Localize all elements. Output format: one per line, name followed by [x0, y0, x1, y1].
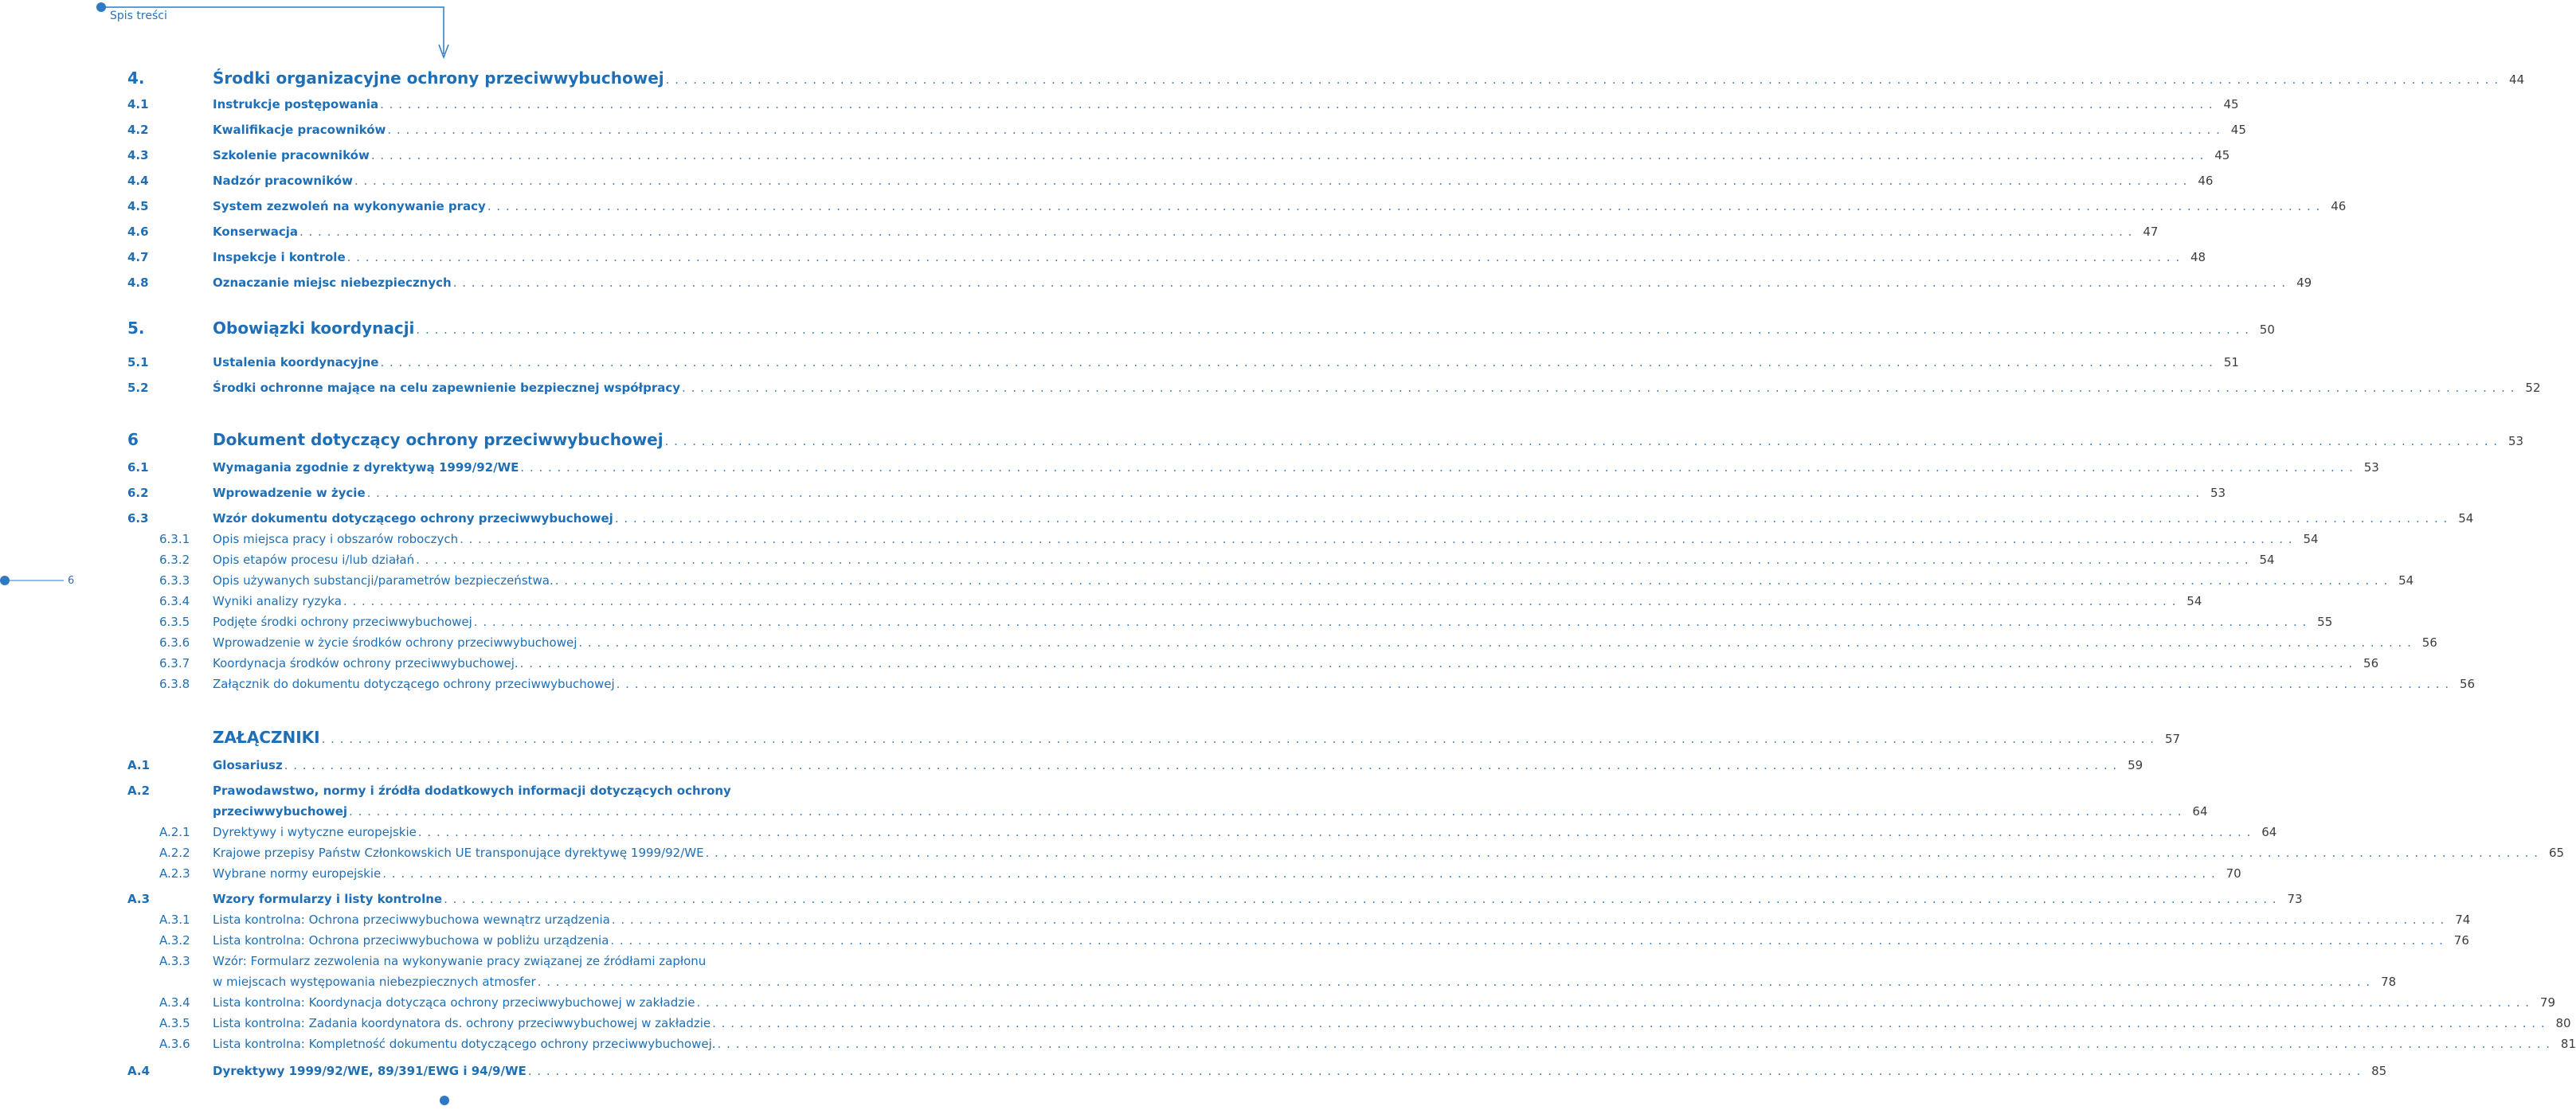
dot-leader: . . . . . . . . . . . . . . . . . . . . . . . . . . . . . . . . . . . . . . . . . . . . . . . . . . . . . . . . . . . . . . . . . . . . . . . . . . . . . . . . . . . . . . . . . . . . . . . . . . . . . . . . . . . . . . . . . . . . . . . . . . . . . . . . . . . . . . . . . . . . . . . . . . . . . . . . . . . . . . . . . . . . . . . . . . . . . . . . . . . . . . . . . . . . . . . . . . . . . . . . [452, 276, 2287, 290]
toc-entry-title: Instrukcje postępowania [213, 97, 379, 111]
toc-entry[interactable] [127, 223, 2159, 240]
dot-leader: . . . . . . . . . . . . . . . . . . . . . . . . . . . . . . . . . . . . . . . . . . . . . . . . . . . . . . . . . . . . . . . . . . . . . . . . . . . . . . . . . . . . . . . . . . . . . . . . . . . . . . . . . . . . . . . . . . . . . . . . . . . . . . . . . . . . . . . . . . . . . . . . . . . . . . . . . . . . . . . . . . . . . . . . . . . . . . . . . . . . . . . . . . . . . . . . . . . . . . . . [380, 97, 2214, 111]
toc-entry-title: Krajowe przepisy Państw Członkowskich UE transponujące dyrektywę 1999/92/WE [213, 846, 704, 860]
toc-entry[interactable] [127, 459, 2379, 476]
toc-entry-title: System zezwoleń na wykonywanie pracy [213, 199, 486, 213]
toc-entry-number: A.3.5 [159, 1016, 190, 1030]
toc-entry-page: 45 [2223, 97, 2239, 111]
toc-entry-number: 4.5 [127, 199, 149, 213]
dot-leader: . . . . . . . . . . . . . . . . . . . . . . . . . . . . . . . . . . . . . . . . . . . . . . . . . . . . . . . . . . . . . . . . . . . . . . . . . . . . . . . . . . . . . . . . . . . . . . . . . . . . . . . . . . . . . . . . . . . . . . . . . . . . . . . . . . . . . . . . . . . . . . . . . . . . . . . . . . . . . . . . . . . . . . . . . . . . . . . . . . . . . . . . . . . . . . . . . . . . . . . . [444, 892, 2277, 906]
toc-entry-number: A.2 [127, 784, 151, 798]
dot-leader: . . . . . . . . . . . . . . . . . . . . . . . . . . . . . . . . . . . . . . . . . . . . . . . . . . . . . . . . . . . . . . . . . . . . . . . . . . . . . . . . . . . . . . . . . . . . . . . . . . . . . . . . . . . . . . . . . . . . . . . . . . . . . . . . . . . . . . . . . . . . . . . . . . . . . . . . . . . . . . . . . . . . . . . . . . . . . . . . . . . . . . . . . . . . . . . . . . . . . . . . [487, 199, 2321, 213]
toc-entry-title: Wzory formularzy i listy kontrolne [213, 892, 443, 906]
toc-entry-title: Środki ochronne mające na celu zapewnienie bezpiecznej współpracy [213, 381, 681, 395]
toc-entry-page: 45 [2230, 123, 2246, 137]
toc-entry-number: 6.1 [127, 460, 149, 475]
dot-leader: . . . . . . . . . . . . . . . . . . . . . . . . . . . . . . . . . . . . . . . . . . . . . . . . . . . . . . . . . . . . . . . . . . . . . . . . . . . . . . . . . . . . . . . . . . . . . . . . . . . . . . . . . . . . . . . . . . . . . . . . . . . . . . . . . . . . . . . . . . . . . . . . . . . . . . . . . . . . . . . . . . . . . . . . . . . . . . . . . . . . . . . . . . . . . . . . . . . . . . . . [284, 758, 2118, 772]
toc-entry[interactable] [127, 530, 2319, 548]
toc-entry[interactable] [127, 147, 2230, 164]
dot-leader: . . . . . . . . . . . . . . . . . . . . . . . . . . . . . . . . . . . . . . . . . . . . . . . . . . . . . . . . . . . . . . . . . . . . . . . . . . . . . . . . . . . . . . . . . . . . . . . . . . . . . . . . . . . . . . . . . . . . . . . . . . . . . . . . . . . . . . . . . . . . . . . . . . . . . . . . . . . . . . . . . . . . . . . . . . . . . . . . . . . . . . . . . . . . . . . . . . . . . . . . [664, 434, 2499, 448]
toc-entry[interactable] [127, 675, 2476, 693]
toc-entry-page: 47 [2143, 225, 2159, 239]
toc-entry-title: Załącznik do dokumentu dotyczącego ochrony przeciwwybuchowej [213, 677, 615, 691]
toc-entry[interactable] [127, 67, 2525, 89]
toc-entry-page: 44 [2509, 72, 2525, 87]
dot-leader: . . . . . . . . . . . . . . . . . . . . . . . . . . . . . . . . . . . . . . . . . . . . . . . . . . . . . . . . . . . . . . . . . . . . . . . . . . . . . . . . . . . . . . . . . . . . . . . . . . . . . . . . . . . . . . . . . . . . . . . . . . . . . . . . . . . . . . . . . . . . . . . . . . . . . . . . . . . . . . . . . . . . . . . . . . . . . . . . . . . . . . . . . . . . . . . . . . . . . . . . [349, 804, 2183, 819]
dot-leader: . . . . . . . . . . . . . . . . . . . . . . . . . . . . . . . . . . . . . . . . . . . . . . . . . . . . . . . . . . . . . . . . . . . . . . . . . . . . . . . . . . . . . . . . . . . . . . . . . . . . . . . . . . . . . . . . . . . . . . . . . . . . . . . . . . . . . . . . . . . . . . . . . . . . . . . . . . . . . . . . . . . . . . . . . . . . . . . . . . . . . . . . . . . . . . . . . . . . . . . . [382, 866, 2216, 881]
toc-entry-page: 54 [2186, 594, 2202, 608]
toc-entry-number: 6.3.2 [159, 553, 190, 567]
toc-entry-number: A.3.6 [159, 1037, 190, 1051]
toc-entry-page: 52 [2525, 381, 2541, 395]
toc-entry[interactable] [127, 756, 2143, 774]
dot-leader: . . . . . . . . . . . . . . . . . . . . . . . . . . . . . . . . . . . . . . . . . . . . . . . . . . . . . . . . . . . . . . . . . . . . . . . . . . . . . . . . . . . . . . . . . . . . . . . . . . . . . . . . . . . . . . . . . . . . . . . . . . . . . . . . . . . . . . . . . . . . . . . . . . . . . . . . . . . . . . . . . . . . . . . . . . . . . . . . . . . . . . . . . . . . . . . . . . . . . . . . [537, 975, 2371, 989]
dot-leader: . . . . . . . . . . . . . . . . . . . . . . . . . . . . . . . . . . . . . . . . . . . . . . . . . . . . . . . . . . . . . . . . . . . . . . . . . . . . . . . . . . . . . . . . . . . . . . . . . . . . . . . . . . . . . . . . . . . . . . . . . . . . . . . . . . . . . . . . . . . . . . . . . . . . . . . . . . . . . . . . . . . . . . . . . . . . . . . . . . . . . . . . . . . . . . . . . . . . . . . . [611, 913, 2445, 927]
toc-entry-page: 56 [2460, 677, 2476, 691]
toc-entry-title: Dokument dotyczący ochrony przeciwwybuchowej [213, 430, 664, 449]
toc-entry-title: Wprowadzenie w życie [213, 486, 366, 500]
header-label: Spis treści [110, 10, 167, 22]
toc-entry-page: 49 [2296, 276, 2312, 290]
toc-entry-number: 6.3.6 [159, 635, 190, 650]
dot-leader: . . . . . . . . . . . . . . . . . . . . . . . . . . . . . . . . . . . . . . . . . . . . . . . . . . . . . . . . . . . . . . . . . . . . . . . . . . . . . . . . . . . . . . . . . . . . . . . . . . . . . . . . . . . . . . . . . . . . . . . . . . . . . . . . . . . . . . . . . . . . . . . . . . . . . . . . . . . . . . . . . . . . . . . . . . . . . . . . . . . . . . . . . . . . . . . . . . . . . . . . [387, 123, 2221, 137]
toc-entry-page: 54 [2398, 573, 2414, 588]
toc-entry[interactable] [127, 172, 2214, 190]
dot-leader: . . . . . . . . . . . . . . . . . . . . . . . . . . . . . . . . . . . . . . . . . . . . . . . . . . . . . . . . . . . . . . . . . . . . . . . . . . . . . . . . . . . . . . . . . . . . . . . . . . . . . . . . . . . . . . . . . . . . . . . . . . . . . . . . . . . . . . . . . . . . . . . . . . . . . . . . . . . . . . . . . . . . . . . . . . . . . . . . . . . . . . . . . . . . . . . . . . . . . . . . [299, 225, 2133, 239]
dot-leader: . . . . . . . . . . . . . . . . . . . . . . . . . . . . . . . . . . . . . . . . . . . . . . . . . . . . . . . . . . . . . . . . . . . . . . . . . . . . . . . . . . . . . . . . . . . . . . . . . . . . . . . . . . . . . . . . . . . . . . . . . . . . . . . . . . . . . . . . . . . . . . . . . . . . . . . . . . . . . . . . . . . . . . . . . . . . . . . . . . . . . . . . . . . . . . . . . . . . . . . . [370, 148, 2205, 162]
toc-entry-title: Wymagania zgodnie z dyrektywą 1999/92/WE [213, 460, 519, 475]
toc-entry[interactable] [127, 823, 2277, 841]
toc-entry-title: Opis etapów procesu i/lub działań [213, 553, 415, 567]
dot-leader: . . . . . . . . . . . . . . . . . . . . . . . . . . . . . . . . . . . . . . . . . . . . . . . . . . . . . . . . . . . . . . . . . . . . . . . . . . . . . . . . . . . . . . . . . . . . . . . . . . . . . . . . . . . . . . . . . . . . . . . . . . . . . . . . . . . . . . . . . . . . . . . . . . . . . . . . . . . . . . . . . . . . . . . . . . . . . . . . . . . . . . . . . . . . . . . . . . . . . . . . [460, 532, 2293, 546]
dot-leader: . . . . . . . . . . . . . . . . . . . . . . . . . . . . . . . . . . . . . . . . . . . . . . . . . . . . . . . . . . . . . . . . . . . . . . . . . . . . . . . . . . . . . . . . . . . . . . . . . . . . . . . . . . . . . . . . . . . . . . . . . . . . . . . . . . . . . . . . . . . . . . . . . . . . . . . . . . . . . . . . . . . . . . . . . . . . . . . . . . . . . . . . . . . . . . . . . . . . . . . . [416, 322, 2249, 337]
toc-entry[interactable] [127, 844, 2565, 862]
toc-entry[interactable] [127, 803, 2208, 820]
dot-leader: . . . . . . . . . . . . . . . . . . . . . . . . . . . . . . . . . . . . . . . . . . . . . . . . . . . . . . . . . . . . . . . . . . . . . . . . . . . . . . . . . . . . . . . . . . . . . . . . . . . . . . . . . . . . . . . . . . . . . . . . . . . . . . . . . . . . . . . . . . . . . . . . . . . . . . . . . . . . . . . . . . . . . . . . . . . . . . . . . . . . . . . . . . . . . . . . . . . . . . . . [696, 995, 2531, 1010]
toc-entry-title: Podjęte środki ochrony przeciwwybuchowej [213, 615, 472, 629]
dot-leader: . . . . . . . . . . . . . . . . . . . . . . . . . . . . . . . . . . . . . . . . . . . . . . . . . . . . . . . . . . . . . . . . . . . . . . . . . . . . . . . . . . . . . . . . . . . . . . . . . . . . . . . . . . . . . . . . . . . . . . . . . . . . . . . . . . . . . . . . . . . . . . . . . . . . . . . . . . . . . . . . . . . . . . . . . . . . . . . . . . . . . . . . . . . . . . . . . . . . . . . . [366, 486, 2201, 500]
toc-entry-number: A.3.4 [159, 995, 190, 1010]
toc-entry-title: Lista kontrolna: Zadania koordynatora ds. ochrony przeciwwybuchowej w zakładzie [213, 1016, 711, 1030]
toc-entry-number: A.2.1 [159, 825, 190, 839]
toc-entry[interactable] [127, 96, 2239, 113]
toc-entry-title: Dyrektywy i wytyczne europejskie [213, 825, 417, 839]
toc-entry[interactable] [127, 428, 2524, 451]
toc-entry-number: 6.3.4 [159, 594, 190, 608]
toc-entry-number: 6.3.3 [159, 573, 190, 588]
toc-entry-page: 73 [2287, 892, 2303, 906]
toc-entry-page: 78 [2381, 975, 2397, 989]
dot-leader: . . . . . . . . . . . . . . . . . . . . . . . . . . . . . . . . . . . . . . . . . . . . . . . . . . . . . . . . . . . . . . . . . . . . . . . . . . . . . . . . . . . . . . . . . . . . . . . . . . . . . . . . . . . . . . . . . . . . . . . . . . . . . . . . . . . . . . . . . . . . . . . . . . . . . . . . . . . . . . . . . . . . . . . . . . . . . . . . . . . . . . . . . . . . . . . . . . . . . . . . [527, 1064, 2362, 1078]
dot-leader: . . . . . . . . . . . . . . . . . . . . . . . . . . . . . . . . . . . . . . . . . . . . . . . . . . . . . . . . . . . . . . . . . . . . . . . . . . . . . . . . . . . . . . . . . . . . . . . . . . . . . . . . . . . . . . . . . . . . . . . . . . . . . . . . . . . . . . . . . . . . . . . . . . . . . . . . . . . . . . . . . . . . . . . . . . . . . . . . . . . . . . . . . . . . . . . . . . . . . . . . [682, 381, 2515, 395]
toc-entry-title: Opis używanych substancji/parametrów bezpieczeństwa. [213, 573, 554, 588]
toc-entry-number: 4.2 [127, 123, 149, 137]
toc-entry-page: 74 [2455, 913, 2471, 927]
toc-entry-title: Wyniki analizy ryzyka [213, 594, 342, 608]
toc-entry-page: 76 [2453, 933, 2469, 948]
toc-entry-page: 53 [2363, 460, 2379, 475]
toc-entry-page: 53 [2210, 486, 2226, 500]
toc-entry-title: Nadzór pracowników [213, 174, 353, 188]
toc-entry-title: Glosariusz [213, 758, 283, 772]
dot-leader: . . . . . . . . . . . . . . . . . . . . . . . . . . . . . . . . . . . . . . . . . . . . . . . . . . . . . . . . . . . . . . . . . . . . . . . . . . . . . . . . . . . . . . . . . . . . . . . . . . . . . . . . . . . . . . . . . . . . . . . . . . . . . . . . . . . . . . . . . . . . . . . . . . . . . . . . . . . . . . . . . . . . . . . . . . . . . . . . . . . . . . . . . . . . . . . . . . . . . . . . [473, 615, 2308, 629]
toc-entry-number: 6.3 [127, 511, 149, 526]
toc-entry-title: przeciwwybuchowej [213, 804, 348, 819]
dot-leader: . . . . . . . . . . . . . . . . . . . . . . . . . . . . . . . . . . . . . . . . . . . . . . . . . . . . . . . . . . . . . . . . . . . . . . . . . . . . . . . . . . . . . . . . . . . . . . . . . . . . . . . . . . . . . . . . . . . . . . . . . . . . . . . . . . . . . . . . . . . . . . . . . . . . . . . . . . . . . . . . . . . . . . . . . . . . . . . . . . . . . . . . . . . . . . . . . . . . . . . . [354, 174, 2188, 188]
dot-leader: . . . . . . . . . . . . . . . . . . . . . . . . . . . . . . . . . . . . . . . . . . . . . . . . . . . . . . . . . . . . . . . . . . . . . . . . . . . . . . . . . . . . . . . . . . . . . . . . . . . . . . . . . . . . . . . . . . . . . . . . . . . . . . . . . . . . . . . . . . . . . . . . . . . . . . . . . . . . . . . . . . . . . . . . . . . . . . . . . . . . . . . . . . . . . . . . . . . . . . . . [717, 1037, 2551, 1051]
toc-entry-page: 85 [2371, 1064, 2387, 1078]
toc-entry[interactable] [127, 973, 2397, 991]
toc-entry-page: 46 [2331, 199, 2347, 213]
toc-entry[interactable] [127, 634, 2437, 651]
toc-entry[interactable] [127, 1014, 2571, 1032]
toc-entry[interactable] [127, 197, 2347, 215]
toc-entry[interactable] [127, 726, 2181, 748]
toc-entry-title: Szkolenie pracowników [213, 148, 370, 162]
dot-leader: . . . . . . . . . . . . . . . . . . . . . . . . . . . . . . . . . . . . . . . . . . . . . . . . . . . . . . . . . . . . . . . . . . . . . . . . . . . . . . . . . . . . . . . . . . . . . . . . . . . . . . . . . . . . . . . . . . . . . . . . . . . . . . . . . . . . . . . . . . . . . . . . . . . . . . . . . . . . . . . . . . . . . . . . . . . . . . . . . . . . . . . . . . . . . . . . . . . . . . . . [346, 250, 2181, 264]
toc-entry[interactable] [127, 865, 2241, 882]
toc-entry-title: Wzór: Formularz zezwolenia na wykonywanie pracy związanej ze źródłami zapłonu [213, 954, 707, 968]
dot-leader: . . . . . . . . . . . . . . . . . . . . . . . . . . . . . . . . . . . . . . . . . . . . . . . . . . . . . . . . . . . . . . . . . . . . . . . . . . . . . . . . . . . . . . . . . . . . . . . . . . . . . . . . . . . . . . . . . . . . . . . . . . . . . . . . . . . . . . . . . . . . . . . . . . . . . . . . . . . . . . . . . . . . . . . . . . . . . . . . . . . . . . . . . . . . . . . . . . . . . . . . [343, 594, 2177, 608]
toc-entry-title: Środki organizacyjne ochrony przeciwwybuchowej [213, 68, 664, 88]
toc-entry-number: 5. [127, 319, 145, 338]
toc-entry-page: 79 [2539, 995, 2556, 1010]
toc-entry-title: Konserwacja [213, 225, 298, 239]
toc-entry-title: Wzór dokumentu dotyczącego ochrony przeciwwybuchowej [213, 511, 613, 526]
toc-entry-page: 70 [2226, 866, 2241, 881]
toc-entry-title: Ustalenia koordynacyjne [213, 355, 379, 369]
dot-leader: . . . . . . . . . . . . . . . . . . . . . . . . . . . . . . . . . . . . . . . . . . . . . . . . . . . . . . . . . . . . . . . . . . . . . . . . . . . . . . . . . . . . . . . . . . . . . . . . . . . . . . . . . . . . . . . . . . . . . . . . . . . . . . . . . . . . . . . . . . . . . . . . . . . . . . . . . . . . . . . . . . . . . . . . . . . . . . . . . . . . . . . . . . . . . . . . . . . . . . . . [578, 635, 2412, 650]
toc-entry[interactable] [127, 890, 2303, 908]
toc-entry[interactable] [127, 932, 2469, 949]
toc-entry-page: 51 [2223, 355, 2239, 369]
toc-entry-number: 4.3 [127, 148, 149, 162]
toc-entry[interactable] [127, 1062, 2387, 1080]
toc-entry[interactable] [127, 572, 2414, 589]
dot-leader: . . . . . . . . . . . . . . . . . . . . . . . . . . . . . . . . . . . . . . . . . . . . . . . . . . . . . . . . . . . . . . . . . . . . . . . . . . . . . . . . . . . . . . . . . . . . . . . . . . . . . . . . . . . . . . . . . . . . . . . . . . . . . . . . . . . . . . . . . . . . . . . . . . . . . . . . . . . . . . . . . . . . . . . . . . . . . . . . . . . . . . . . . . . . . . . . . . . . . . . . [616, 677, 2450, 691]
toc-entry-number: 6.3.8 [159, 677, 190, 691]
toc-entry-number: A.4 [127, 1064, 151, 1078]
toc-entry-page: 50 [2259, 322, 2275, 337]
toc-entry-page: 57 [2164, 732, 2181, 746]
toc-entry[interactable] [127, 354, 2239, 371]
toc-entry[interactable] [127, 510, 2474, 527]
toc-entry-page: 55 [2317, 615, 2333, 629]
toc-entry[interactable] [127, 317, 2275, 339]
side-page-number: 6 [68, 575, 75, 587]
toc-entry-number: A.1 [127, 758, 151, 772]
toc-entry-number: 4.1 [127, 97, 149, 111]
toc-entry-number: A.3.1 [159, 913, 190, 927]
toc-entry-page: 54 [2303, 532, 2319, 546]
toc-entry-page: 80 [2555, 1016, 2571, 1030]
toc-entry[interactable] [127, 655, 2379, 672]
toc-entry-page: 46 [2198, 174, 2214, 188]
toc-entry-title: Kwalifikacje pracowników [213, 123, 386, 137]
toc-entry-page: 54 [2259, 553, 2275, 567]
toc-entry-number: 4. [127, 68, 145, 88]
toc-entry[interactable] [127, 379, 2541, 397]
toc-entry-number: 4.7 [127, 250, 149, 264]
toc-entry-page: 45 [2214, 148, 2230, 162]
toc-entry-number: 5.1 [127, 355, 149, 369]
toc-entry-number: 5.2 [127, 381, 149, 395]
toc-entry[interactable] [127, 994, 2556, 1011]
toc-entry-page: 65 [2548, 846, 2565, 860]
dot-leader: . . . . . . . . . . . . . . . . . . . . . . . . . . . . . . . . . . . . . . . . . . . . . . . . . . . . . . . . . . . . . . . . . . . . . . . . . . . . . . . . . . . . . . . . . . . . . . . . . . . . . . . . . . . . . . . . . . . . . . . . . . . . . . . . . . . . . . . . . . . . . . . . . . . . . . . . . . . . . . . . . . . . . . . . . . . . . . . . . . . . . . . . . . . . . . . . . . . . . . . . [416, 553, 2249, 567]
dot-leader: . . . . . . . . . . . . . . . . . . . . . . . . . . . . . . . . . . . . . . . . . . . . . . . . . . . . . . . . . . . . . . . . . . . . . . . . . . . . . . . . . . . . . . . . . . . . . . . . . . . . . . . . . . . . . . . . . . . . . . . . . . . . . . . . . . . . . . . . . . . . . . . . . . . . . . . . . . . . . . . . . . . . . . . . . . . . . . . . . . . . . . . . . . . . . . . . . . . . . . . . [519, 656, 2354, 670]
toc-entry-page: 64 [2192, 804, 2208, 819]
toc-entry-page: 81 [2560, 1037, 2576, 1051]
dot-leader: . . . . . . . . . . . . . . . . . . . . . . . . . . . . . . . . . . . . . . . . . . . . . . . . . . . . . . . . . . . . . . . . . . . . . . . . . . . . . . . . . . . . . . . . . . . . . . . . . . . . . . . . . . . . . . . . . . . . . . . . . . . . . . . . . . . . . . . . . . . . . . . . . . . . . . . . . . . . . . . . . . . . . . . . . . . . . . . . . . . . . . . . . . . . . . . . . . . . . . . . [614, 511, 2449, 526]
toc-entry-page: 53 [2507, 434, 2524, 448]
toc-entry-number: 4.4 [127, 174, 149, 188]
toc-entry-title: Koordynacja środków ochrony przeciwwybuchowej. [213, 656, 519, 670]
toc-entry-number: A.2.3 [159, 866, 190, 881]
toc-entry[interactable] [127, 613, 2333, 631]
toc-entry-title: Lista kontrolna: Ochrona przeciwwybuchowa w pobliżu urządzenia [213, 933, 609, 948]
toc-entry-page: 64 [2261, 825, 2277, 839]
toc-entry-number: A.3 [127, 892, 151, 906]
toc-entry-title: Dyrektywy 1999/92/WE, 89/391/EWG i 94/9/WE [213, 1064, 527, 1078]
toc-entry[interactable] [127, 592, 2202, 610]
toc-entry[interactable] [127, 1035, 2576, 1053]
toc-entry-number: 6.3.7 [159, 656, 190, 670]
dot-leader: . . . . . . . . . . . . . . . . . . . . . . . . . . . . . . . . . . . . . . . . . . . . . . . . . . . . . . . . . . . . . . . . . . . . . . . . . . . . . . . . . . . . . . . . . . . . . . . . . . . . . . . . . . . . . . . . . . . . . . . . . . . . . . . . . . . . . . . . . . . . . . . . . . . . . . . . . . . . . . . . . . . . . . . . . . . . . . . . . . . . . . . . . . . . . . . . . . . . . . . . [705, 846, 2539, 860]
toc-entry-title: Inspekcje i kontrole [213, 250, 346, 264]
toc-entry-page: 48 [2190, 250, 2206, 264]
toc-entry-page: 54 [2458, 511, 2474, 526]
toc-entry-number: 4.8 [127, 276, 149, 290]
dot-leader: . . . . . . . . . . . . . . . . . . . . . . . . . . . . . . . . . . . . . . . . . . . . . . . . . . . . . . . . . . . . . . . . . . . . . . . . . . . . . . . . . . . . . . . . . . . . . . . . . . . . . . . . . . . . . . . . . . . . . . . . . . . . . . . . . . . . . . . . . . . . . . . . . . . . . . . . . . . . . . . . . . . . . . . . . . . . . . . . . . . . . . . . . . . . . . . . . . . . . . . . [520, 460, 2354, 475]
dot-leader: . . . . . . . . . . . . . . . . . . . . . . . . . . . . . . . . . . . . . . . . . . . . . . . . . . . . . . . . . . . . . . . . . . . . . . . . . . . . . . . . . . . . . . . . . . . . . . . . . . . . . . . . . . . . . . . . . . . . . . . . . . . . . . . . . . . . . . . . . . . . . . . . . . . . . . . . . . . . . . . . . . . . . . . . . . . . . . . . . . . . . . . . . . . . . . . . . . . . . . . . [610, 933, 2444, 948]
dot-leader: . . . . . . . . . . . . . . . . . . . . . . . . . . . . . . . . . . . . . . . . . . . . . . . . . . . . . . . . . . . . . . . . . . . . . . . . . . . . . . . . . . . . . . . . . . . . . . . . . . . . . . . . . . . . . . . . . . . . . . . . . . . . . . . . . . . . . . . . . . . . . . . . . . . . . . . . . . . . . . . . . . . . . . . . . . . . . . . . . . . . . . . . . . . . . . . . . . . . . . . . [417, 825, 2252, 839]
toc-entry[interactable] [127, 911, 2471, 928]
toc-entry[interactable] [127, 484, 2226, 502]
toc-entry-page: 56 [2421, 635, 2437, 650]
toc-entry-number: 6.3.1 [159, 532, 190, 546]
toc-entry-number: A.3.2 [159, 933, 190, 948]
toc-entry[interactable] [127, 551, 2275, 569]
dot-leader: . . . . . . . . . . . . . . . . . . . . . . . . . . . . . . . . . . . . . . . . . . . . . . . . . . . . . . . . . . . . . . . . . . . . . . . . . . . . . . . . . . . . . . . . . . . . . . . . . . . . . . . . . . . . . . . . . . . . . . . . . . . . . . . . . . . . . . . . . . . . . . . . . . . . . . . . . . . . . . . . . . . . . . . . . . . . . . . . . . . . . . . . . . . . . . . . . . . . . . . . [665, 72, 2500, 87]
toc-entry-title: Prawodawstwo, normy i źródła dodatkowych informacji dotyczących ochrony [213, 784, 731, 798]
toc-entry[interactable] [127, 248, 2206, 266]
toc-entry[interactable] [127, 952, 765, 970]
dot-leader: . . . . . . . . . . . . . . . . . . . . . . . . . . . . . . . . . . . . . . . . . . . . . . . . . . . . . . . . . . . . . . . . . . . . . . . . . . . . . . . . . . . . . . . . . . . . . . . . . . . . . . . . . . . . . . . . . . . . . . . . . . . . . . . . . . . . . . . . . . . . . . . . . . . . . . . . . . . . . . . . . . . . . . . . . . . . . . . . . . . . . . . . . . . . . . . . . . . . . . . . [380, 355, 2214, 369]
dot-leader: . . . . . . . . . . . . . . . . . . . . . . . . . . . . . . . . . . . . . . . . . . . . . . . . . . . . . . . . . . . . . . . . . . . . . . . . . . . . . . . . . . . . . . . . . . . . . . . . . . . . . . . . . . . . . . . . . . . . . . . . . . . . . . . . . . . . . . . . . . . . . . . . . . . . . . . . . . . . . . . . . . . . . . . . . . . . . . . . . . . . . . . . . . . . . . . . . . . . . . . . [554, 573, 2389, 588]
toc-entry-title: Lista kontrolna: Koordynacja dotycząca ochrony przeciwwybuchowej w zakładzie [213, 995, 695, 1010]
toc-entry-title: w miejscach występowania niebezpiecznych atmosfer [213, 975, 536, 989]
toc-entry-page: 56 [2363, 656, 2379, 670]
toc-entry-title: Opis miejsca pracy i obszarów roboczych [213, 532, 459, 546]
toc-entry-number: 6.2 [127, 486, 149, 500]
toc-entry-title: Oznaczanie miejsc niebezpiecznych [213, 276, 452, 290]
dot-leader: . . . . . . . . . . . . . . . . . . . . . . . . . . . . . . . . . . . . . . . . . . . . . . . . . . . . . . . . . . . . . . . . . . . . . . . . . . . . . . . . . . . . . . . . . . . . . . . . . . . . . . . . . . . . . . . . . . . . . . . . . . . . . . . . . . . . . . . . . . . . . . . . . . . . . . . . . . . . . . . . . . . . . . . . . . . . . . . . . . . . . . . . . . . . . . . . . . . . . . . . [321, 732, 2155, 746]
side-dot-icon [0, 576, 10, 585]
toc-entry[interactable] [127, 121, 2246, 139]
toc-entry[interactable] [127, 782, 765, 799]
dot-leader: . . . . . . . . . . . . . . . . . . . . . . . . . . . . . . . . . . . . . . . . . . . . . . . . . . . . . . . . . . . . . . . . . . . . . . . . . . . . . . . . . . . . . . . . . . . . . . . . . . . . . . . . . . . . . . . . . . . . . . . . . . . . . . . . . . . . . . . . . . . . . . . . . . . . . . . . . . . . . . . . . . . . . . . . . . . . . . . . . . . . . . . . . . . . . . . . . . . . . . . . [712, 1016, 2546, 1030]
toc-entry-number: 6.3.5 [159, 615, 190, 629]
toc-entry-title: Lista kontrolna: Ochrona przeciwwybuchowa wewnątrz urządzenia [213, 913, 610, 927]
footer-dot-icon [440, 1096, 449, 1105]
toc-entry-page: 59 [2128, 758, 2143, 772]
toc-entry-number: A.3.3 [159, 954, 190, 968]
toc-entry[interactable] [127, 274, 2312, 291]
toc-entry-title: Obowiązki koordynacji [213, 319, 415, 338]
toc-entry-title: ZAŁĄCZNIKI [213, 728, 320, 747]
toc-entry-number: 4.6 [127, 225, 149, 239]
toc-entry-title: Wprowadzenie w życie środków ochrony przeciwwybuchowej [213, 635, 577, 650]
toc-entry-title: Wybrane normy europejskie [213, 866, 382, 881]
toc-entry-title: Lista kontrolna: Kompletność dokumentu dotyczącego ochrony przeciwwybuchowej. [213, 1037, 716, 1051]
toc-entry-number: A.2.2 [159, 846, 190, 860]
toc-entry-number: 6 [127, 430, 139, 449]
